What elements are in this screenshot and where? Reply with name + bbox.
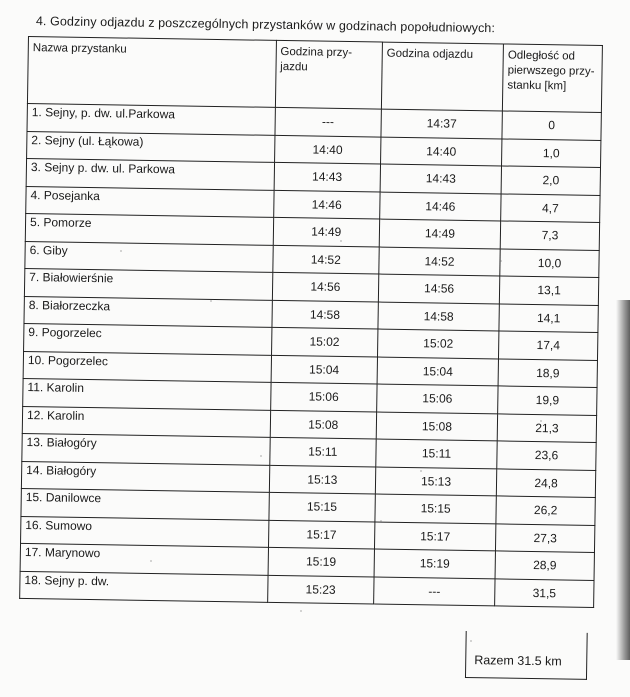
scan-speck	[150, 560, 152, 562]
stop-name: 3. Sejny p. dw. ul. Parkowa	[26, 158, 274, 189]
stop-name: 17. Marynowo	[20, 543, 268, 574]
distance-km: 26,2	[496, 496, 595, 525]
distance-km: 17,4	[499, 331, 598, 360]
scan-speck	[500, 260, 502, 262]
departure-time: 15:08	[376, 412, 498, 441]
departure-time: 14:49	[379, 219, 501, 248]
departure-time: 15:13	[375, 467, 497, 496]
header-stop: Nazwa przystanku	[27, 37, 276, 108]
departure-time: 15:15	[375, 494, 497, 523]
stop-name: 11. Karolin	[23, 378, 271, 409]
timetable	[19, 36, 603, 608]
arrival-time: 15:04	[271, 355, 378, 384]
distance-km: 4,7	[501, 193, 600, 222]
header-distance: Odległość od pierwszego przy- stanku [km]	[502, 44, 602, 113]
arrival-time: 14:43	[274, 162, 381, 191]
stop-name: 2. Sejny (ul. Łąkowa)	[27, 131, 275, 162]
departure-time: 15:17	[374, 522, 496, 551]
departure-time: 15:06	[377, 384, 499, 413]
distance-km: 7,3	[500, 221, 599, 250]
stop-name: 10. Pogorzelec	[23, 351, 271, 382]
departure-time: 14:52	[379, 247, 501, 276]
distance-km: 31,5	[495, 578, 594, 607]
arrival-time: 15:02	[271, 327, 378, 356]
arrival-time: 14:49	[273, 217, 380, 246]
distance-km: 10,0	[500, 248, 599, 277]
departure-time: 14:37	[381, 109, 503, 138]
stop-name: 12. Karolin	[22, 406, 270, 437]
header-row	[27, 37, 602, 113]
departure-time: ---	[374, 577, 496, 606]
section-heading: 4. Godziny odjazdu z poszczególnych przystanków w godzinach popołudniowych:	[35, 14, 496, 36]
timetable-sheet	[19, 36, 603, 669]
arrival-time: 15:17	[268, 520, 375, 549]
scan-speck	[380, 520, 382, 522]
stop-name: 9. Pogorzelec	[24, 323, 272, 354]
distance-km: 13,1	[499, 276, 598, 305]
arrival-time: 15:08	[270, 410, 377, 439]
arrival-time: 15:19	[268, 547, 375, 576]
stop-name: 18. Sejny p. dw.	[20, 571, 268, 602]
arrival-time: 15:15	[269, 492, 376, 521]
stop-name: 5. Pomorze	[25, 213, 273, 244]
departure-time: 15:19	[374, 549, 496, 578]
scan-speck	[300, 610, 302, 612]
scan-speck	[120, 250, 122, 252]
stop-name: 4. Posejanka	[26, 186, 274, 217]
scan-speck	[470, 640, 472, 642]
departure-time: 14:40	[380, 137, 502, 166]
distance-km: 21,3	[497, 413, 596, 442]
page-edge-shadow	[616, 300, 630, 660]
arrival-time: 14:52	[272, 245, 379, 274]
header-arrival: Godzina przy- jazdu	[275, 40, 382, 109]
departure-time: 14:43	[380, 164, 502, 193]
stop-name: 7. Białowierśnie	[24, 268, 272, 299]
departure-time: 14:58	[378, 302, 500, 331]
arrival-time: 14:58	[272, 300, 379, 329]
arrival-time: ---	[275, 107, 382, 136]
header-departure: Godzina odjazdu	[381, 42, 503, 111]
distance-km: 23,6	[497, 441, 596, 470]
departure-time: 14:46	[380, 192, 502, 221]
arrival-time: 14:46	[273, 190, 380, 219]
scan-speck	[210, 300, 212, 302]
distance-km: 1,0	[502, 138, 601, 167]
distance-km: 24,8	[496, 468, 595, 497]
stop-name: 6. Giby	[25, 241, 273, 272]
stop-name: 1. Sejny, p. dw. ul.Parkowa	[27, 103, 275, 134]
departure-time: 15:04	[377, 357, 499, 386]
distance-km: 0	[502, 111, 601, 140]
distance-km: 19,9	[498, 386, 597, 415]
distance-km: 14,1	[499, 303, 598, 332]
arrival-time: 14:56	[272, 272, 379, 301]
distance-km: 2,0	[501, 166, 600, 195]
scan-speck	[540, 420, 542, 422]
stop-name: 16. Sumowo	[21, 516, 269, 547]
scan-speck	[260, 455, 262, 457]
arrival-time: 15:06	[270, 382, 377, 411]
departure-time: 15:02	[377, 329, 499, 358]
total-distance: Razem 31.5 km	[474, 653, 562, 669]
timetable-body	[20, 103, 602, 607]
distance-km: 27,3	[496, 523, 595, 552]
stop-name: 14. Białogóry	[21, 461, 269, 492]
scan-speck	[420, 470, 422, 472]
scan-speck	[340, 240, 342, 242]
distance-km: 18,9	[498, 358, 597, 387]
arrival-time: 15:23	[267, 575, 374, 604]
arrival-time: 15:13	[269, 465, 376, 494]
distance-km: 28,9	[495, 551, 594, 580]
arrival-time: 15:11	[269, 437, 376, 466]
scan-speck	[90, 470, 92, 472]
departure-time: 14:56	[378, 274, 500, 303]
arrival-time: 14:40	[274, 135, 381, 164]
stop-name: 8. Białorzeczka	[24, 296, 272, 327]
departure-time: 15:11	[376, 439, 498, 468]
stop-name: 13. Białogóry	[22, 433, 270, 464]
stop-name: 15. Danilowce	[21, 488, 269, 519]
total-box	[465, 631, 588, 680]
